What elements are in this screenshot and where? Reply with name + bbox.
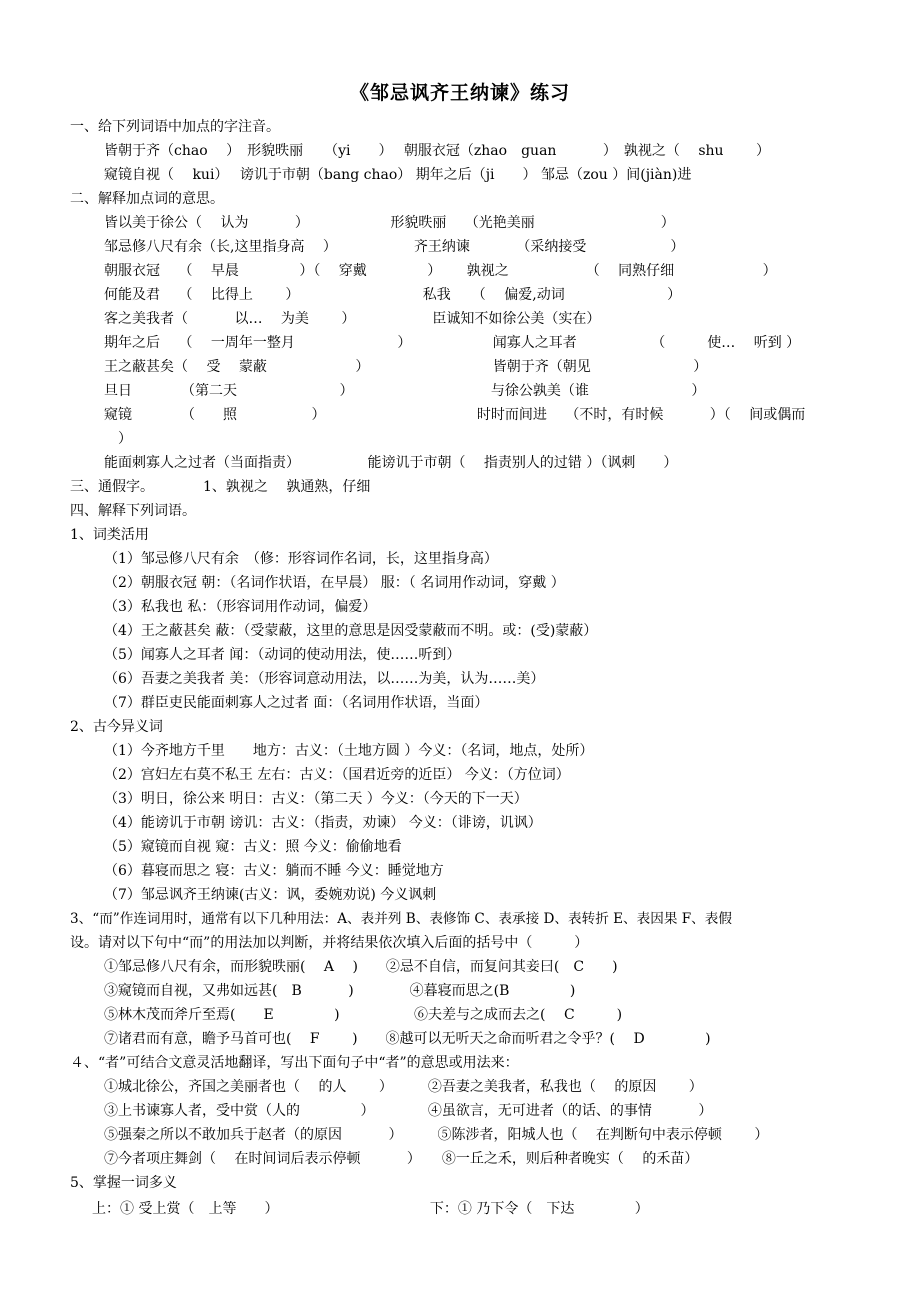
meaning-line-2: 邹忌修八尺有余（长,这里指身高 ） 齐王纳谏 （采纳接受 ） (104, 239, 685, 255)
word-class-item-7: （7）群臣吏民能面刺寡人之过者 面：（名词用作状语，当面） (104, 695, 489, 711)
subsection-5-heading: 5、掌握一词多义 (70, 1175, 177, 1191)
meaning-line-6: 期年之后 （ 一周年一整月 ） 闻寡人之耳者 （ 使… 听到 ） (104, 335, 801, 351)
meaning-line-10: 能面刺寡人之过者（当面指责） 能谤讥于市朝（ 指责别人的过错 ）（讽刺 ） (104, 455, 678, 471)
section-1-heading: 一、给下列词语中加点的字注音。 (70, 119, 280, 135)
word-class-item-6: （6）吾妻之美我者 美：（形容词意动用法，以……为美，认为……美） (104, 671, 545, 687)
section-2-heading: 二、解释加点词的意思。 (70, 191, 224, 207)
ancient-modern-item-5: （5）窥镜而自视 窥：古义：照 今义：偷偷地看 (104, 839, 402, 855)
zhe-usage-row-2: ③上书谏寡人者，受中赏（人的 ） ④虽欲言，无可进者（的话、的事情 ） (104, 1103, 713, 1119)
subsection-4-intro: ４、“者”可结合文意灵活地翻译，写出下面句子中“者”的意思或用法来： (70, 1055, 519, 1071)
ancient-modern-item-2: （2）宫妇左右莫不私王 左右：古义：（国君近旁的近臣） 今义：（方位词） (104, 767, 570, 783)
er-usage-row-2: ③窥镜而自视，又弗如远甚( B ) ④暮寝而思之(B ) (104, 983, 576, 999)
zhe-usage-row-4: ⑦今者项庄舞剑（ 在时间词后表示停顿 ） ⑧一丘之禾，则后种者晚实（ 的禾苗） (104, 1151, 699, 1167)
ancient-modern-item-3: （3）明日，徐公来 明日：古义：（第二天 ）今义：（今天的下一天） (104, 791, 528, 807)
subsection-1-heading: 1、词类活用 (70, 527, 149, 543)
ancient-modern-item-4: （4）能谤讥于市朝 谤讥：古义：（指责，劝谏） 今义：（诽谤，讥讽） (104, 815, 542, 831)
subsection-3-intro: 3、“而”作连词用时，通常有以下几种用法：A、表并列 B、表修饰 C、表承接 D、表转折 E、表因果 F、表假 (70, 911, 732, 927)
meaning-line-5: 客之美我者（ 以… 为美 ） 臣诚知不如徐公美（实在） (104, 311, 601, 327)
meaning-line-3: 朝服衣冠 （ 早晨 ）（ 穿戴 ） 孰视之 （ 同熟仔细 ） (104, 263, 777, 279)
meaning-line-9-cont: ） (104, 431, 132, 447)
pinyin-line-2: 窥镜自视（ kui） 谤讥于市朝（bang chao） 期年之后（ji ） 邹忌（zou ）间(jiàn)进 (104, 167, 692, 183)
meaning-line-4: 何能及君 （ 比得上 ） 私我 （ 偏爱,动词 ） (104, 287, 682, 303)
polysemy-row-1: 上：① 受上赏（ 上等 ） 下：① 乃下令（ 下达 ） (92, 1201, 649, 1217)
word-class-item-1: （1）邹忌修八尺有余 （修：形容词作名词，长，这里指身高） (104, 551, 498, 567)
er-usage-row-1: ①邹忌修八尺有余，而形貌昳丽( A ) ②忌不自信，而复问其妾曰( C ) (104, 959, 618, 975)
meaning-line-8: 旦日 （第二天 ） 与徐公孰美（谁 ） (104, 383, 706, 399)
er-usage-row-4: ⑦诸君而有意，瞻予马首可也( F ) ⑧越可以无听天之命而听君之令乎？( D ) (104, 1031, 711, 1047)
word-class-item-5: （5）闻寡人之耳者 闻：（动词的使动用法，使……听到） (104, 647, 461, 663)
er-usage-row-3: ⑤林木茂而斧斤至焉( E ) ⑥夫差与之成而去之( C ) (104, 1007, 623, 1023)
section-3-heading: 三、通假字。 1、孰视之 孰通熟，仔细 (70, 479, 371, 495)
zhe-usage-row-3: ⑤强秦之所以不敢加兵于赵者（的原因 ） ⑤陈涉者，阳城人也（ 在判断句中表示停顿 ） (104, 1127, 769, 1143)
word-class-item-2: （2）朝服衣冠 朝：（名词作状语，在早晨） 服：（ 名词用作动词，穿戴 ） (104, 575, 565, 591)
word-class-item-3: （3）私我也 私：（形容词用作动词，偏爱） (104, 599, 377, 615)
word-class-item-4: （4）王之蔽甚矣 蔽：（受蒙蔽，这里的意思是因受蒙蔽而不明。或：(受)蒙蔽） (104, 623, 598, 639)
meaning-line-9: 窥镜 （ 照 ） 时时而间进 （不时，有时候 ）（ 间或偶而 (104, 407, 806, 423)
section-4-heading: 四、解释下列词语。 (70, 503, 196, 519)
meaning-line-7: 王之蔽甚矣（ 受 蒙蔽 ） 皆朝于齐（朝见 ） (104, 359, 708, 375)
zhe-usage-row-1: ①城北徐公，齐国之美丽者也（ 的人 ） ②吾妻之美我者，私我也（ 的原因 ） (104, 1079, 703, 1095)
subsection-3-intro-cont: 设。请对以下句中“而”的用法加以判断，并将结果依次填入后面的括号中（ ） (70, 935, 589, 951)
subsection-2-heading: 2、古今异义词 (70, 719, 163, 735)
ancient-modern-item-7: （7）邹忌讽齐王纳谏(古义：讽，委婉劝说) 今义讽刺 (104, 887, 437, 903)
meaning-line-1: 皆以美于徐公（ 认为 ） 形貌昳丽 （光艳美丽 ） (104, 215, 675, 231)
ancient-modern-item-6: （6）暮寝而思之 寝：古义：躺而不睡 今义：睡觉地方 (104, 863, 444, 879)
page-title: 《邹忌讽齐王纳谏》练习 (349, 82, 570, 104)
ancient-modern-item-1: （1）今齐地方千里 地方：古义：（土地方圆 ）今义：（名词，地点，处所） (104, 743, 594, 759)
pinyin-line-1: 皆朝于齐（chao ） 形貌昳丽 （yi ） 朝服衣冠（zhao guan ） 孰视之（ shu ） (104, 143, 770, 159)
